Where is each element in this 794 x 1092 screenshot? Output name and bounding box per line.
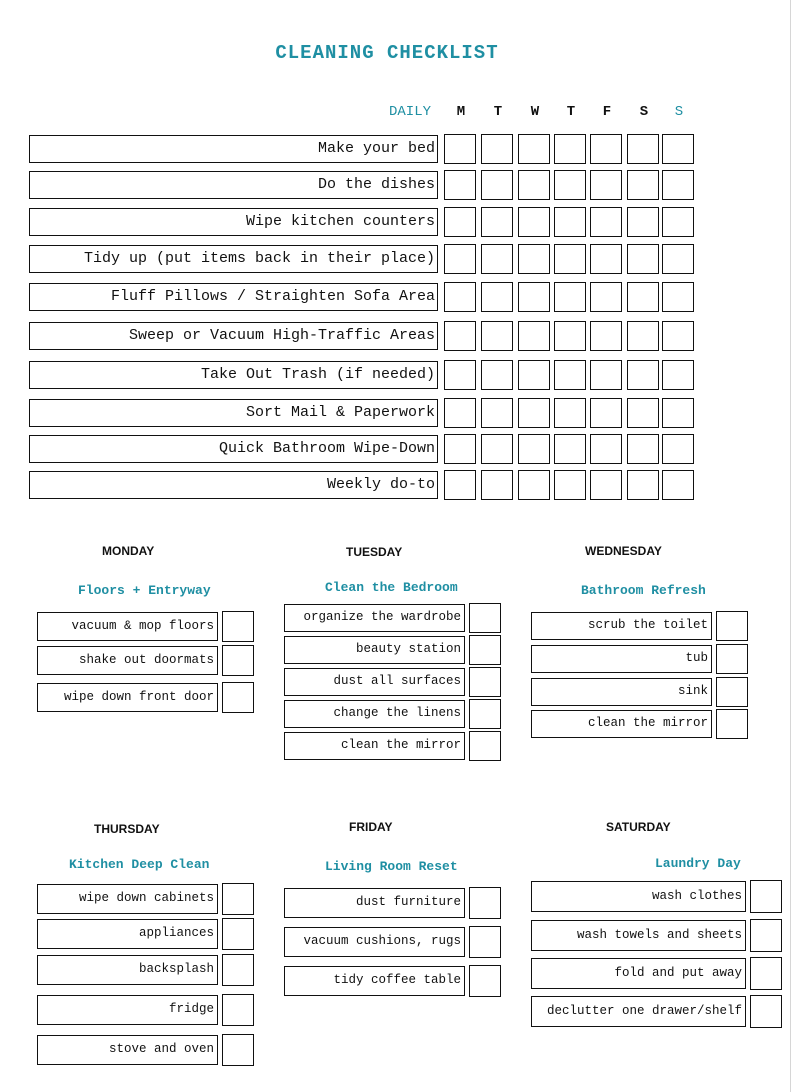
daily-checkbox[interactable] bbox=[662, 470, 694, 500]
day-header: S bbox=[674, 104, 684, 120]
daily-checkbox[interactable] bbox=[590, 321, 622, 351]
wednesday-task: sink bbox=[531, 678, 712, 706]
daily-task: Sort Mail & Paperwork bbox=[29, 399, 438, 427]
daily-checkbox[interactable] bbox=[627, 360, 659, 390]
daily-checkbox[interactable] bbox=[627, 321, 659, 351]
daily-checkbox[interactable] bbox=[627, 207, 659, 237]
day-header: M bbox=[456, 104, 466, 120]
daily-checkbox[interactable] bbox=[627, 134, 659, 164]
daily-checkbox[interactable] bbox=[554, 170, 586, 200]
daily-checkbox[interactable] bbox=[590, 398, 622, 428]
friday-focus: Living Room Reset bbox=[325, 859, 458, 874]
day-header: F bbox=[602, 104, 612, 120]
saturday-focus: Laundry Day bbox=[655, 856, 741, 871]
daily-checkbox[interactable] bbox=[444, 207, 476, 237]
tuesday-checkbox[interactable] bbox=[469, 699, 501, 729]
daily-task: Sweep or Vacuum High-Traffic Areas bbox=[29, 322, 438, 350]
daily-checkbox[interactable] bbox=[444, 244, 476, 274]
daily-checkbox[interactable] bbox=[481, 434, 513, 464]
wednesday-checkbox[interactable] bbox=[716, 611, 748, 641]
daily-task: Weekly do-to bbox=[29, 471, 438, 499]
thursday-checkbox[interactable] bbox=[222, 883, 254, 915]
daily-checkbox[interactable] bbox=[444, 134, 476, 164]
daily-checkbox[interactable] bbox=[554, 244, 586, 274]
daily-checkbox[interactable] bbox=[662, 398, 694, 428]
friday-checkbox[interactable] bbox=[469, 887, 501, 919]
daily-checkbox[interactable] bbox=[554, 282, 586, 312]
daily-checkbox[interactable] bbox=[662, 434, 694, 464]
tuesday-checkbox[interactable] bbox=[469, 635, 501, 665]
daily-checkbox[interactable] bbox=[518, 207, 550, 237]
daily-task: Do the dishes bbox=[29, 171, 438, 199]
wednesday-task: scrub the toilet bbox=[531, 612, 712, 640]
daily-checkbox[interactable] bbox=[518, 282, 550, 312]
wednesday-checkbox[interactable] bbox=[716, 709, 748, 739]
monday-checkbox[interactable] bbox=[222, 645, 254, 676]
daily-checkbox[interactable] bbox=[662, 321, 694, 351]
monday-focus: Floors + Entryway bbox=[78, 583, 211, 598]
tuesday-task: beauty station bbox=[284, 636, 465, 664]
daily-checkbox[interactable] bbox=[662, 134, 694, 164]
daily-checkbox[interactable] bbox=[518, 170, 550, 200]
thursday-focus: Kitchen Deep Clean bbox=[69, 857, 210, 872]
daily-checkbox[interactable] bbox=[444, 434, 476, 464]
daily-checkbox[interactable] bbox=[554, 134, 586, 164]
daily-checkbox[interactable] bbox=[481, 134, 513, 164]
daily-checkbox[interactable] bbox=[518, 360, 550, 390]
daily-label: DAILY bbox=[389, 104, 432, 120]
saturday-task: wash clothes bbox=[531, 881, 746, 912]
tuesday-task: organize the wardrobe bbox=[284, 604, 465, 632]
daily-checkbox[interactable] bbox=[627, 434, 659, 464]
daily-checkbox[interactable] bbox=[590, 134, 622, 164]
daily-checkbox[interactable] bbox=[590, 170, 622, 200]
daily-checkbox[interactable] bbox=[590, 434, 622, 464]
daily-checkbox[interactable] bbox=[627, 398, 659, 428]
daily-checkbox[interactable] bbox=[481, 470, 513, 500]
monday-task: wipe down front door bbox=[37, 683, 218, 712]
daily-task: Make your bed bbox=[29, 135, 438, 163]
friday-task: dust furniture bbox=[284, 888, 465, 918]
daily-checkbox[interactable] bbox=[662, 244, 694, 274]
monday-task: vacuum & mop floors bbox=[37, 612, 218, 641]
day-header: W bbox=[530, 104, 540, 120]
daily-checkbox[interactable] bbox=[627, 244, 659, 274]
monday-checkbox[interactable] bbox=[222, 682, 254, 713]
daily-checkbox[interactable] bbox=[554, 207, 586, 237]
daily-checkbox[interactable] bbox=[590, 360, 622, 390]
saturday-checkbox[interactable] bbox=[750, 919, 782, 952]
thursday-task: appliances bbox=[37, 919, 218, 949]
daily-task: Fluff Pillows / Straighten Sofa Area bbox=[29, 283, 438, 311]
daily-checkbox[interactable] bbox=[481, 321, 513, 351]
page-title: CLEANING CHECKLIST bbox=[275, 42, 499, 64]
tuesday-checkbox[interactable] bbox=[469, 603, 501, 633]
tuesday-task: dust all surfaces bbox=[284, 668, 465, 696]
daily-checkbox[interactable] bbox=[554, 470, 586, 500]
daily-checkbox[interactable] bbox=[481, 282, 513, 312]
tuesday-focus: Clean the Bedroom bbox=[325, 580, 458, 595]
daily-task: Wipe kitchen counters bbox=[29, 208, 438, 236]
thursday-task: fridge bbox=[37, 995, 218, 1025]
daily-checkbox[interactable] bbox=[590, 470, 622, 500]
tuesday-checkbox[interactable] bbox=[469, 667, 501, 697]
thursday-heading: THURSDAY bbox=[94, 822, 160, 836]
daily-checkbox[interactable] bbox=[444, 282, 476, 312]
daily-checkbox[interactable] bbox=[481, 360, 513, 390]
daily-checkbox[interactable] bbox=[518, 434, 550, 464]
day-header: S bbox=[639, 104, 649, 120]
thursday-task: backsplash bbox=[37, 955, 218, 985]
daily-checkbox[interactable] bbox=[518, 398, 550, 428]
wednesday-task: clean the mirror bbox=[531, 710, 712, 738]
daily-checkbox[interactable] bbox=[627, 470, 659, 500]
thursday-task: stove and oven bbox=[37, 1035, 218, 1065]
wednesday-heading: WEDNESDAY bbox=[585, 544, 662, 558]
daily-checkbox[interactable] bbox=[481, 244, 513, 274]
daily-checkbox[interactable] bbox=[481, 207, 513, 237]
thursday-checkbox[interactable] bbox=[222, 954, 254, 986]
daily-checkbox[interactable] bbox=[554, 360, 586, 390]
daily-checkbox[interactable] bbox=[662, 282, 694, 312]
friday-task: vacuum cushions, rugs bbox=[284, 927, 465, 957]
wednesday-checkbox[interactable] bbox=[716, 677, 748, 707]
saturday-heading: SATURDAY bbox=[606, 820, 671, 834]
daily-checkbox[interactable] bbox=[518, 244, 550, 274]
thursday-task: wipe down cabinets bbox=[37, 884, 218, 914]
day-header: T bbox=[566, 104, 576, 120]
friday-heading: FRIDAY bbox=[349, 820, 393, 834]
daily-checkbox[interactable] bbox=[590, 282, 622, 312]
daily-checkbox[interactable] bbox=[518, 134, 550, 164]
daily-checkbox[interactable] bbox=[662, 170, 694, 200]
wednesday-task: tub bbox=[531, 645, 712, 673]
daily-checkbox[interactable] bbox=[627, 170, 659, 200]
day-header: T bbox=[493, 104, 503, 120]
wednesday-checkbox[interactable] bbox=[716, 644, 748, 674]
monday-task: shake out doormats bbox=[37, 646, 218, 675]
daily-checkbox[interactable] bbox=[518, 321, 550, 351]
daily-checkbox[interactable] bbox=[481, 170, 513, 200]
tuesday-heading: TUESDAY bbox=[346, 545, 403, 559]
monday-checkbox[interactable] bbox=[222, 611, 254, 642]
saturday-task: declutter one drawer/shelf bbox=[531, 996, 746, 1027]
friday-checkbox[interactable] bbox=[469, 926, 501, 958]
saturday-task: fold and put away bbox=[531, 958, 746, 989]
daily-checkbox[interactable] bbox=[444, 470, 476, 500]
daily-checkbox[interactable] bbox=[554, 321, 586, 351]
saturday-checkbox[interactable] bbox=[750, 880, 782, 913]
tuesday-checkbox[interactable] bbox=[469, 731, 501, 761]
daily-checkbox[interactable] bbox=[444, 321, 476, 351]
daily-checkbox[interactable] bbox=[481, 398, 513, 428]
daily-checkbox[interactable] bbox=[662, 360, 694, 390]
tuesday-task: change the linens bbox=[284, 700, 465, 728]
tuesday-task: clean the mirror bbox=[284, 732, 465, 760]
daily-checkbox[interactable] bbox=[554, 434, 586, 464]
daily-checkbox[interactable] bbox=[444, 398, 476, 428]
daily-checkbox[interactable] bbox=[554, 398, 586, 428]
daily-checkbox[interactable] bbox=[662, 207, 694, 237]
daily-task: Quick Bathroom Wipe-Down bbox=[29, 435, 438, 463]
page-edge bbox=[790, 0, 791, 1092]
saturday-task: wash towels and sheets bbox=[531, 920, 746, 951]
friday-task: tidy coffee table bbox=[284, 966, 465, 996]
saturday-checkbox[interactable] bbox=[750, 995, 782, 1028]
wednesday-focus: Bathroom Refresh bbox=[581, 583, 706, 598]
saturday-checkbox[interactable] bbox=[750, 957, 782, 990]
daily-checkbox[interactable] bbox=[590, 207, 622, 237]
daily-checkbox[interactable] bbox=[444, 360, 476, 390]
daily-checkbox[interactable] bbox=[518, 470, 550, 500]
daily-task: Take Out Trash (if needed) bbox=[29, 361, 438, 389]
friday-checkbox[interactable] bbox=[469, 965, 501, 997]
monday-heading: MONDAY bbox=[102, 544, 155, 558]
thursday-checkbox[interactable] bbox=[222, 1034, 254, 1066]
daily-checkbox[interactable] bbox=[590, 244, 622, 274]
daily-checkbox[interactable] bbox=[627, 282, 659, 312]
thursday-checkbox[interactable] bbox=[222, 994, 254, 1026]
thursday-checkbox[interactable] bbox=[222, 918, 254, 950]
daily-checkbox[interactable] bbox=[444, 170, 476, 200]
daily-task: Tidy up (put items back in their place) bbox=[29, 245, 438, 273]
